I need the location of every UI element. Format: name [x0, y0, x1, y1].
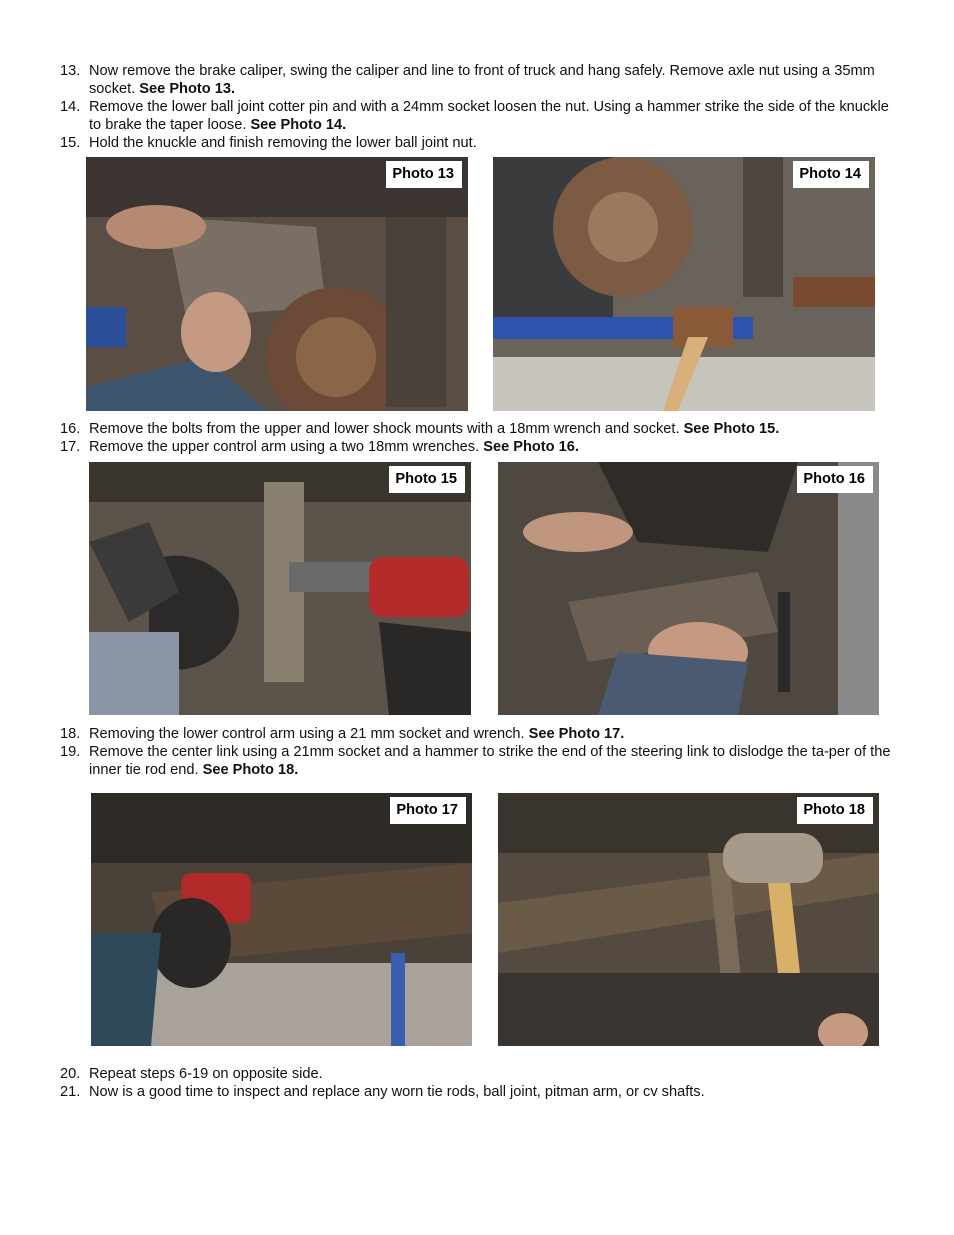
step-18: 18. Removing the lower control arm using a 21 mm socket and wrench. See Photo 17. [60, 726, 625, 742]
step-19: 19. Remove the center link using a 21mm socket and a hammer to strike the end of the steering link to dislodge the ta-per of the inner tie rod end. See Photo 18. [60, 744, 891, 778]
photo-13-image [86, 157, 468, 411]
step-18-ref: See Photo 17. [528, 726, 625, 742]
step-13: 13. Now remove the brake caliper, swing the caliper and line to front of truck and hang safely. Remove axle nut using a 35mm socket. See Photo 13. [60, 63, 875, 97]
steps-group-b [56, 420, 896, 456]
steps-group-a [56, 62, 896, 152]
photo-16-image [498, 462, 879, 715]
step-13-ref: See Photo 13. [139, 81, 235, 97]
step-20-text: Repeat steps 6-19 on opposite side. [89, 1066, 323, 1082]
step-16-text: Remove the bolts from the upper and lower shock mounts with a 18mm wrench and socket. [89, 421, 684, 437]
photo-15 [89, 462, 471, 715]
step-18-text: Removing the lower control arm using a 21 mm socket and wrench. [89, 726, 529, 742]
photo-17-label: Photo 17 [390, 797, 466, 824]
photo-13 [86, 157, 468, 411]
step-19-text: Remove the center link using a 21mm socket and a hammer to strike the end of the steering link to dislodge the ta-per of the inner tie rod end. [89, 744, 891, 778]
photo-14-image [493, 157, 875, 411]
photo-14-label: Photo 14 [793, 161, 869, 188]
photo-17 [91, 793, 472, 1046]
photo-13-label: Photo 13 [386, 161, 462, 188]
photo-18 [498, 793, 879, 1046]
steps-group-c [56, 725, 896, 779]
step-21-text: Now is a good time to inspect and replace any worn tie rods, ball joint, pitman arm, or cv shafts. [89, 1084, 705, 1100]
photo-16-label: Photo 16 [797, 466, 873, 493]
step-14: 14. Remove the lower ball joint cotter pin and with a 24mm socket loosen the nut. Using a hammer strike the side of the knuckle to brake the taper loose. See Photo 14. [60, 99, 889, 133]
step-21: 21. Now is a good time to inspect and replace any worn tie rods, ball joint, pitman arm, or cv shafts. [60, 1084, 705, 1100]
step-19-ref: See Photo 18. [202, 762, 299, 778]
step-17-text: Remove the upper control arm using a two 18mm wrenches. [89, 439, 484, 455]
step-15-text: Hold the knuckle and finish removing the lower ball joint nut. [89, 135, 477, 151]
step-16: 16. Remove the bolts from the upper and lower shock mounts with a 18mm wrench and socket. See Photo 15. [60, 421, 780, 437]
steps-group-d [56, 1065, 896, 1101]
step-16-ref: See Photo 15. [683, 421, 780, 437]
photo-14 [493, 157, 875, 411]
photo-16 [498, 462, 879, 715]
step-14-ref: See Photo 14. [250, 117, 347, 133]
photo-15-image [89, 462, 471, 715]
step-13-text: Now remove the brake caliper, swing the caliper and line to front of truck and hang safely. Remove axle nut using a 35mm socket. [89, 63, 875, 97]
photo-17-image [91, 793, 472, 1046]
photo-15-label: Photo 15 [389, 466, 465, 493]
step-14-text: Remove the lower ball joint cotter pin and with a 24mm socket loosen the nut. Using a hammer strike the side of the knuckle to brake the taper loose. [89, 99, 889, 133]
step-17: 17. Remove the upper control arm using a two 18mm wrenches. See Photo 16. [60, 439, 579, 455]
step-15: 15. Hold the knuckle and finish removing the lower ball joint nut. [60, 135, 477, 151]
step-17-ref: See Photo 16. [483, 439, 579, 455]
photo-18-image [498, 793, 879, 1046]
step-20: 20. Repeat steps 6-19 on opposite side. [60, 1066, 323, 1082]
photo-18-label: Photo 18 [797, 797, 873, 824]
